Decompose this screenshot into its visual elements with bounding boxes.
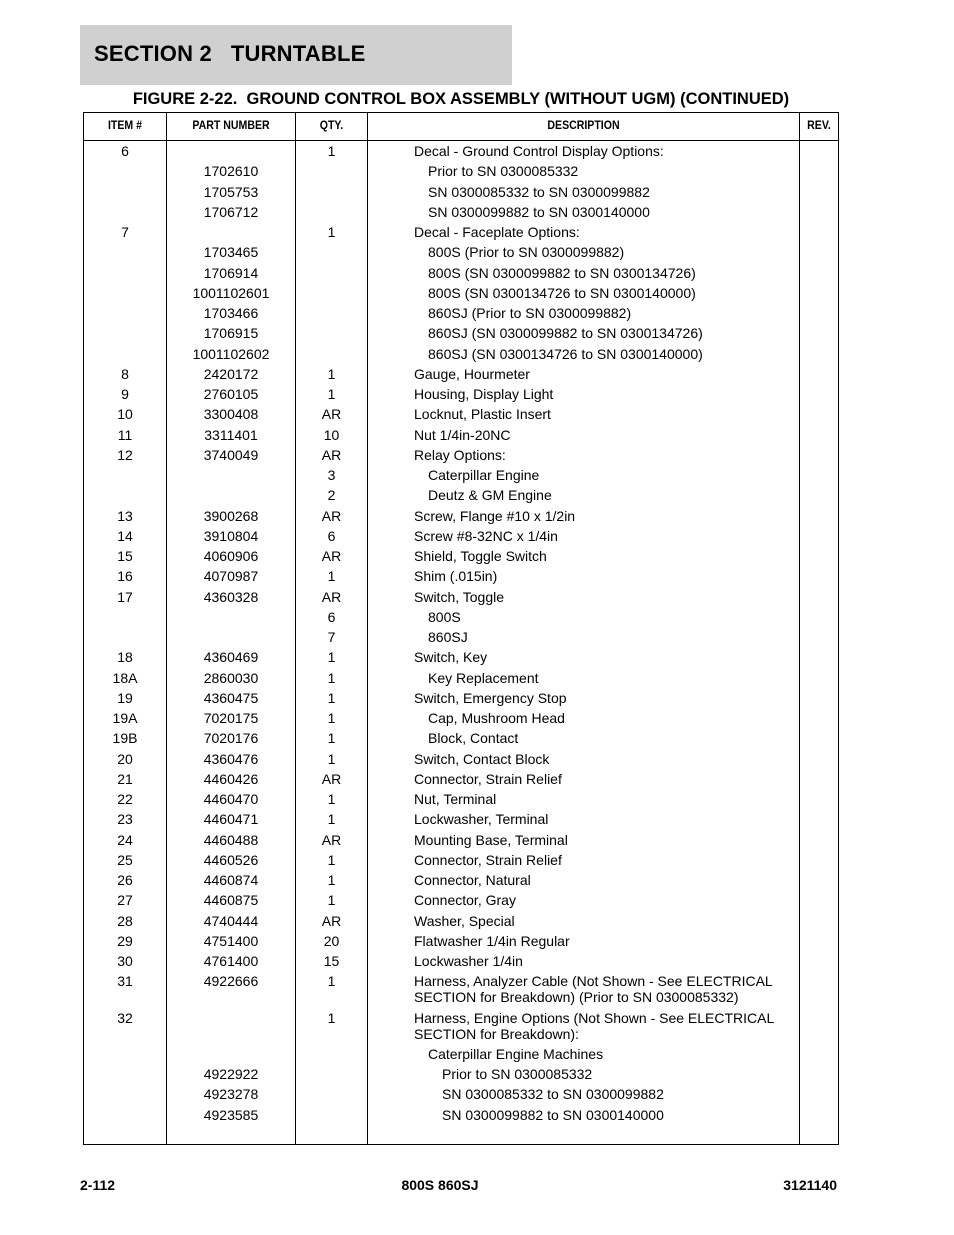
- table-row: [84, 546, 838, 566]
- item-number: 18: [117, 649, 133, 666]
- column-header-qty: QTY.: [319, 118, 344, 132]
- item-number: 10: [117, 406, 133, 423]
- part-number: 4360475: [203, 689, 259, 706]
- quantity: 1: [327, 872, 336, 888]
- item-number: 19: [117, 689, 133, 706]
- description: Nut, Terminal: [414, 791, 497, 807]
- item-number: 30: [117, 953, 133, 969]
- table-row: [84, 384, 838, 404]
- part-number: 4751400: [203, 932, 259, 949]
- description: Block, Contact: [428, 730, 519, 747]
- part-number: 4460875: [203, 892, 259, 909]
- part-number: 3311401: [204, 426, 258, 443]
- quantity: 15: [323, 953, 340, 969]
- document-number: 3121140: [783, 1177, 837, 1193]
- part-number: 4460874: [203, 872, 259, 888]
- part-number: 1001102601: [192, 284, 270, 301]
- item-number: 12: [117, 446, 133, 463]
- description: Screw #8-32NC x 1/4in: [414, 527, 558, 544]
- description: Lockwasher 1/4in: [414, 953, 523, 969]
- quantity: 1: [327, 851, 336, 868]
- item-number: 21: [117, 770, 133, 787]
- description: Caterpillar Engine: [428, 467, 540, 483]
- description: Cap, Mushroom Head: [428, 710, 565, 726]
- part-number: 1703465: [203, 244, 259, 261]
- table-row: [84, 182, 838, 202]
- description: Relay Options:: [414, 446, 506, 463]
- item-number: 13: [117, 507, 133, 524]
- description: 800S (SN 0300134726 to SN 0300140000): [428, 284, 696, 301]
- part-number: 4360476: [203, 750, 259, 767]
- quantity: 7: [327, 629, 336, 645]
- item-number: 28: [117, 912, 133, 929]
- item-number: 7: [121, 224, 129, 240]
- table-row: [84, 728, 838, 748]
- item-number: 32: [117, 1009, 133, 1026]
- description: Shield, Toggle Switch: [414, 548, 547, 564]
- quantity: 2: [327, 487, 336, 504]
- column-header-rev: REV.: [807, 118, 831, 132]
- quantity: 1: [327, 143, 336, 159]
- description: Decal - Faceplate Options:: [414, 224, 580, 240]
- part-number: 4923585: [203, 1106, 259, 1123]
- quantity: 1: [327, 811, 336, 828]
- part-number: 4360469: [203, 649, 259, 666]
- table-row: [84, 303, 838, 323]
- description: Prior to SN 0300085332: [428, 163, 579, 180]
- item-number: 24: [117, 831, 133, 848]
- description: SN 0300085332 to SN 0300099882: [442, 1086, 664, 1103]
- part-number: 1706712: [203, 203, 259, 220]
- description: 860SJ: [428, 629, 468, 645]
- item-number: 9: [121, 386, 129, 402]
- description: Harness, Engine Options (Not Shown - See ELECTRICAL SECTION for Breakdown):: [414, 1009, 774, 1042]
- page-number: 2-112: [80, 1177, 116, 1193]
- table-row: [84, 465, 838, 485]
- description: 800S: [428, 608, 461, 625]
- quantity: 1: [327, 689, 336, 706]
- part-number: 4922922: [203, 1066, 259, 1082]
- description: SN 0300099882 to SN 0300140000: [428, 203, 650, 220]
- part-number: 3300408: [203, 406, 259, 423]
- table-row: [84, 647, 838, 667]
- part-number: 3900268: [203, 507, 259, 524]
- part-number: 1706915: [203, 325, 259, 342]
- description: Prior to SN 0300085332: [442, 1066, 593, 1082]
- description: Switch, Toggle: [414, 588, 505, 605]
- table-row: [84, 1044, 838, 1064]
- part-number: 4922666: [203, 973, 259, 990]
- quantity: 6: [327, 527, 336, 544]
- part-number: 4460488: [203, 831, 259, 848]
- part-number: 4060906: [203, 548, 259, 564]
- description: 860SJ (Prior to SN 0300099882): [428, 305, 632, 321]
- item-number: 19A: [112, 710, 138, 726]
- table-row: [84, 587, 838, 607]
- item-number: 11: [117, 426, 133, 443]
- description: Housing, Display Light: [414, 386, 554, 402]
- column-header-description: DESCRIPTION: [547, 118, 620, 132]
- table-row: [84, 222, 838, 242]
- quantity: 1: [327, 710, 336, 726]
- table-row: [84, 283, 838, 303]
- table-row: [84, 202, 838, 222]
- part-number: 7020175: [203, 710, 259, 726]
- description: Switch, Key: [414, 649, 488, 666]
- item-number: 18A: [112, 669, 138, 686]
- description: Key Replacement: [428, 669, 539, 686]
- table-row: [84, 1064, 838, 1084]
- section-title: SECTION 2 TURNTABLE: [94, 41, 366, 66]
- part-number: 4460470: [203, 791, 259, 807]
- section-header: [80, 25, 512, 85]
- description: SN 0300099882 to SN 0300140000: [442, 1106, 664, 1123]
- table-row: [84, 263, 838, 283]
- item-number: 16: [117, 568, 133, 585]
- table-row: [84, 627, 838, 647]
- item-number: 29: [117, 932, 133, 949]
- description: Gauge, Hourmeter: [414, 365, 530, 382]
- table-row: [84, 708, 838, 728]
- item-number: 23: [117, 811, 133, 828]
- description: 860SJ (SN 0300099882 to SN 0300134726): [428, 325, 703, 342]
- table-row: [84, 688, 838, 708]
- item-number: 22: [117, 791, 133, 807]
- model-name: 800S 860SJ: [401, 1177, 479, 1193]
- parts-table: [83, 112, 839, 1145]
- part-number: 1703466: [203, 305, 259, 321]
- part-number: 4360328: [203, 588, 259, 605]
- description: Locknut, Plastic Insert: [414, 406, 551, 423]
- quantity: 1: [327, 365, 336, 382]
- description: Screw, Flange #10 x 1/2in: [414, 507, 576, 524]
- description: Mounting Base, Terminal: [414, 831, 568, 848]
- description: SN 0300085332 to SN 0300099882: [428, 183, 650, 200]
- table-row: [84, 749, 838, 769]
- figure-title: FIGURE 2-22. GROUND CONTROL BOX ASSEMBLY (WITHOUT UGM) (CONTINUED): [132, 90, 790, 108]
- part-number: 3910804: [203, 527, 259, 544]
- quantity: 1: [327, 730, 336, 747]
- table-row: [84, 506, 838, 526]
- quantity: AR: [321, 548, 342, 564]
- description: Harness, Analyzer Cable (Not Shown - See ELECTRICAL SECTION for Breakdown) (Prior to SN 0300085332): [414, 973, 773, 1006]
- quantity: AR: [321, 507, 342, 524]
- table-row: [84, 1084, 838, 1104]
- quantity: 20: [323, 932, 340, 949]
- part-number: 2760105: [203, 386, 259, 402]
- quantity: 6: [327, 608, 336, 625]
- table-row: [84, 566, 838, 586]
- item-number: 19B: [112, 730, 138, 747]
- table-row: [84, 323, 838, 343]
- quantity: 1: [327, 224, 336, 240]
- column-header-item: ITEM #: [107, 118, 143, 132]
- column-header-part-number: PART NUMBER: [192, 118, 270, 132]
- quantity: 1: [327, 973, 336, 990]
- item-number: 6: [121, 143, 129, 159]
- table-row: [84, 141, 838, 161]
- table-row: [84, 425, 838, 445]
- description: Connector, Strain Relief: [414, 851, 562, 868]
- quantity: 1: [327, 386, 336, 402]
- description: Decal - Ground Control Display Options:: [414, 143, 664, 159]
- table-row: [84, 870, 838, 890]
- quantity: 1: [327, 892, 336, 909]
- description: Nut 1/4in-20NC: [414, 426, 511, 443]
- table-row: [84, 769, 838, 789]
- quantity: 1: [327, 750, 336, 767]
- description: Connector, Strain Relief: [414, 770, 562, 787]
- quantity: AR: [321, 446, 342, 463]
- description: 800S (Prior to SN 0300099882): [428, 244, 625, 261]
- table-row: [84, 830, 838, 850]
- quantity: 1: [327, 1009, 336, 1026]
- item-number: 17: [117, 588, 133, 605]
- table-body: [84, 141, 838, 1125]
- quantity: AR: [321, 912, 342, 929]
- table-row: [84, 668, 838, 688]
- table-row: [84, 1105, 838, 1125]
- quantity: AR: [321, 831, 342, 848]
- item-number: 25: [117, 851, 133, 868]
- description: Switch, Contact Block: [414, 750, 550, 767]
- table-row: [84, 485, 838, 505]
- item-number: 15: [117, 548, 133, 564]
- table-row: [84, 526, 838, 546]
- table-row: [84, 1008, 838, 1044]
- part-number: 1705753: [203, 183, 259, 200]
- description: Connector, Natural: [414, 872, 531, 888]
- part-number: 7020176: [203, 730, 259, 747]
- description: Washer, Special: [414, 912, 515, 929]
- part-number: 4923278: [203, 1086, 259, 1103]
- part-number: 4460526: [203, 851, 259, 868]
- part-number: 4740444: [203, 912, 259, 929]
- quantity: 1: [327, 649, 336, 666]
- table-row: [84, 809, 838, 829]
- item-number: 26: [117, 872, 133, 888]
- part-number: 2860030: [203, 669, 259, 686]
- item-number: 14: [117, 527, 133, 544]
- description: Caterpillar Engine Machines: [428, 1045, 604, 1062]
- part-number: 4070987: [203, 568, 259, 585]
- part-number: 4761400: [203, 953, 259, 969]
- table-row: [84, 607, 838, 627]
- description: Deutz & GM Engine: [428, 487, 552, 504]
- part-number: 1702610: [203, 163, 259, 180]
- part-number: 4460426: [203, 770, 259, 787]
- table-row: [84, 931, 838, 951]
- quantity: AR: [321, 588, 342, 605]
- quantity: 3: [327, 467, 336, 483]
- table-row: [84, 242, 838, 262]
- part-number: 4460471: [203, 811, 259, 828]
- description: Lockwasher, Terminal: [414, 811, 549, 828]
- part-number: 1001102602: [192, 345, 270, 362]
- quantity: 1: [327, 568, 336, 585]
- table-row: [84, 404, 838, 424]
- item-number: 27: [117, 892, 133, 909]
- part-number: 3740049: [203, 446, 259, 463]
- quantity: 1: [327, 791, 336, 807]
- item-number: 8: [121, 365, 129, 382]
- quantity: AR: [321, 406, 342, 423]
- quantity: AR: [321, 770, 342, 787]
- table-row: [84, 344, 838, 364]
- description: Flatwasher 1/4in Regular: [414, 932, 570, 949]
- description: Shim (.015in): [414, 568, 498, 585]
- description: 800S (SN 0300099882 to SN 0300134726): [428, 264, 696, 281]
- table-row: [84, 890, 838, 910]
- item-number: 20: [117, 750, 133, 767]
- description: 860SJ (SN 0300134726 to SN 0300140000): [428, 345, 703, 362]
- table-row: [84, 789, 838, 809]
- table-row: [84, 951, 838, 971]
- table-row: [84, 911, 838, 931]
- table-row: [84, 364, 838, 384]
- table-row: [84, 161, 838, 181]
- part-number: 1706914: [203, 264, 259, 281]
- quantity: 10: [323, 426, 340, 443]
- part-number: 2420172: [203, 365, 259, 382]
- description: Connector, Gray: [414, 892, 516, 909]
- table-row: [84, 971, 838, 1007]
- quantity: 1: [327, 669, 336, 686]
- item-number: 31: [117, 973, 133, 990]
- table-row: [84, 850, 838, 870]
- table-row: [84, 445, 838, 465]
- description: Switch, Emergency Stop: [414, 689, 567, 706]
